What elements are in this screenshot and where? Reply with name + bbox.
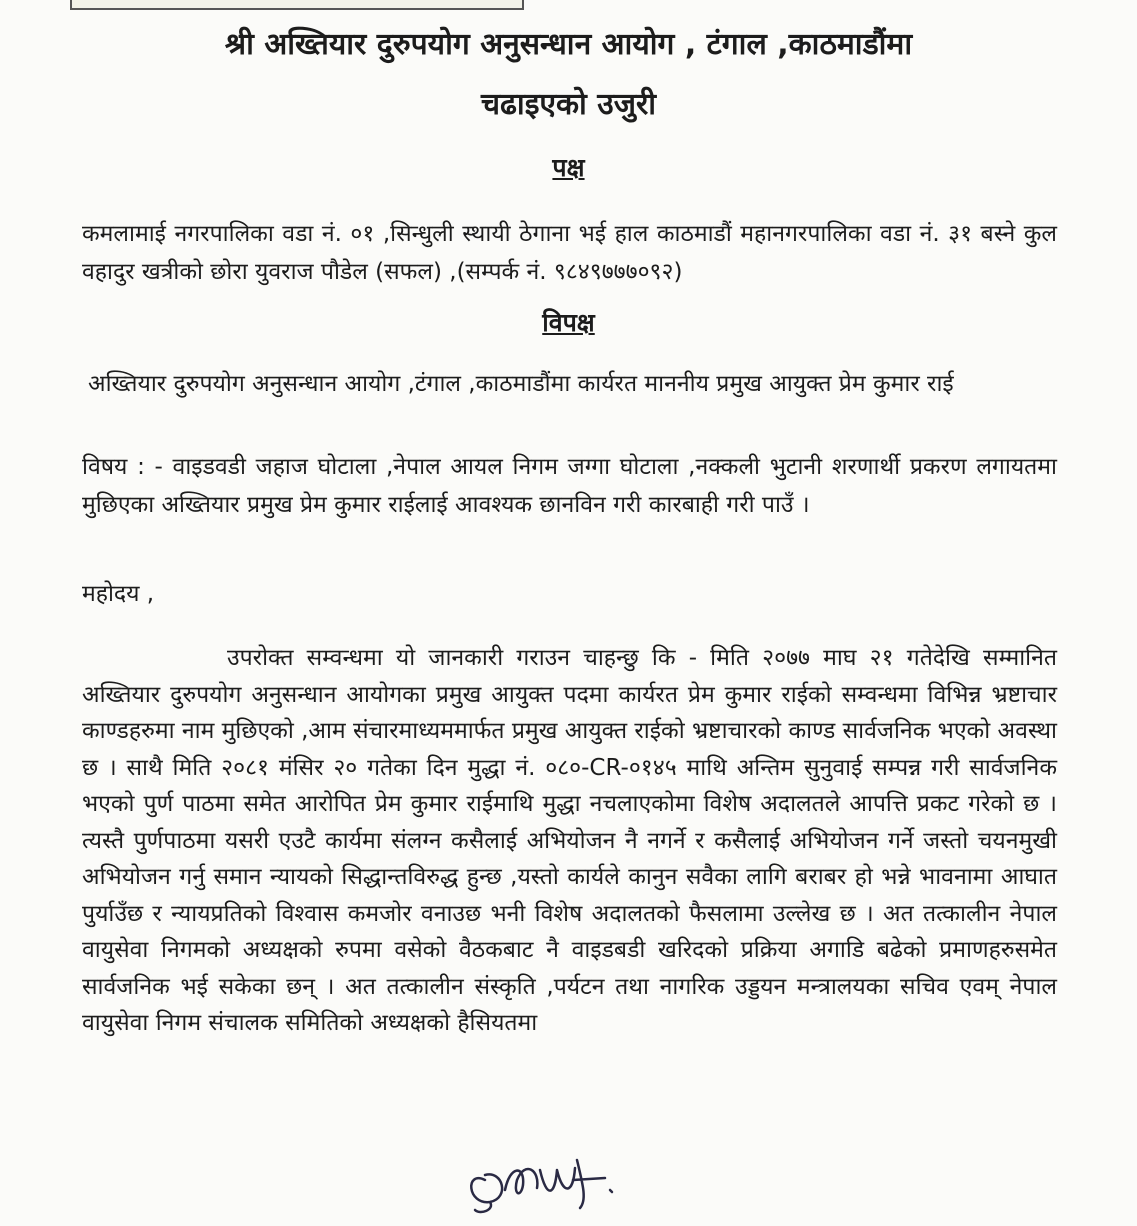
document-subtitle: चढाइएको उजुरी — [480, 87, 657, 122]
salutation: महोदय , — [82, 581, 155, 607]
body-paragraph: उपरोक्त सम्वन्धमा यो जानकारी गराउन चाहन्छु कि - मिति २०७७ माघ २१ गतेदेखि सम्मानित अख्तियार दुरुपयोग अनुसन्धान आयोगका प्रमुख आयुक्त पदमा कार्यरत प्रेम कुमार राईको सम्वन्धमा विभिन्न भ्रष्टाचार काण्डहरुमा नाम मुछिएको ,आम संचारमाध्यममार्फत प्रमुख आयुक्त राईको भ्रष्टाचारको काण्ड सार्वजनिक भएको अवस्था छ । साथै मिति २०८१ मंसिर २० गतेका दिन मुद्धा नं. ०८०-CR-०१४५ माथि अन्तिम सुनुवाई सम्पन्न गरी सार्वजनिक भएको पुर्ण पाठमा समेत आरोपित प्रेम कुमार राईमाथि मुद्धा नचलाएकोमा विशेष अदालतले आपत्ति प्रकट गरेको छ । त्यस्तै पुर्णपाठमा यसरी एउटै कार्यमा संलग्न कसैलाई अभियोजन नै नगर्ने र कसैलाई अभियोजन गर्ने जस्तो चयनमुखी अभियोजन गर्नु समान न्यायको सिद्धान्तविरुद्ध हुन्छ ,यस्तो कार्यले कानुन सवैका लागि बराबर हो भन्ने भावनामा आघात पुर्याउँछ र न्यायप्रतिको विश्वास कमजोर वनाउछ भनी विशेष अदालतको फैसलामा उल्लेख छ । अत तत्कालीन नेपाल वायुसेवा निगमको अध्यक्षको रुपमा वसेको वैठकबाट नै वाइडबडी खरिदको प्रक्रिया अगाडि बढेको प्रमाणहरुसमेत सार्वजनिक भई सकेका छन् । अत तत्कालीन संस्कृति ,पर्यटन तथा नागरिक उड्डयन मन्त्रालयका सचिव एवम् नेपाल वायुसेवा निगम संचालक समितिको अध्यक्षको हैसियतमा — [82, 645, 1057, 1036]
party-heading: पक्ष — [552, 153, 585, 182]
opponent-heading: विपक्ष — [542, 308, 595, 337]
subject-paragraph: विषय : - वाइडवडी जहाज घोटाला ,नेपाल आयल निगम जग्गा घोटाला ,नक्कली भुटानी शरणार्थी प्रकरण लगायतमा मुछिएका अख्तियार प्रमुख प्रेम कुमार राईलाई आवश्यक छानविन गरी कारबाही गरी पाउँ । — [82, 454, 1057, 518]
party-paragraph: कमलामाई नगरपालिका वडा नं. ०१ ,सिन्धुली स्थायी ठेगाना भई हाल काठमाडौं महानगरपालिका वडा नं. ३१ बस्ने कुल वहादुर खत्रीको छोरा युवराज पौडेल (सफल) ,(सम्पर्क नं. ९८४९७७७०९२) — [82, 221, 1057, 285]
document-title: श्री अख्तियार दुरुपयोग अनुसन्धान आयोग , टंगाल ,काठमाडौंमा — [224, 27, 913, 62]
top-edge-mark — [70, 0, 524, 10]
signature-icon — [455, 1140, 645, 1220]
opponent-paragraph: अख्तियार दुरुपयोग अनुसन्धान आयोग ,टंगाल ,काठमाडौंमा कार्यरत माननीय प्रमुख आयुक्त प्रेम कुमार राई — [88, 371, 954, 397]
